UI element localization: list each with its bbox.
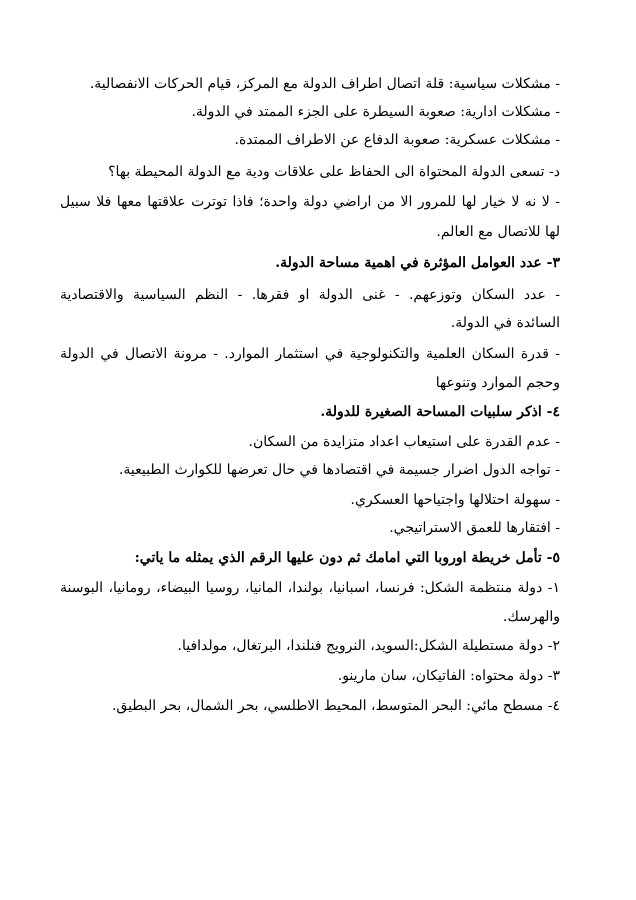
text-line: - لا نه لا خيار لها للمرور الا من اراضي دولة واحدة؛ فاذا توترت علاقتها معها فلا سبيل [60,194,560,210]
text-line: - مشكلات ادارية: صعوبة السيطرة على الجزء الممتد في الدولة. [191,104,560,120]
text-line: - سهولة احتلالها واجتياحها العسكري. [350,492,560,508]
section-heading: ٣- عدد العوامل المؤثرة في اهمية مساحة الدولة. [275,255,560,271]
text-line: ١- دولة منتظمة الشكل: فرنسا، اسبانيا، بولندا، المانيا، روسيا البيضاء، رومانيا، البوسنة [60,580,560,596]
text-line: - قدرة السكان العلمية والتكنولوجية في استثمار الموارد. - مرونة الاتصال في الدولة [60,346,560,362]
section-heading: ٥- تأمل خريطة اوروبا التي امامك ثم دون عليها الرقم الذي يمثله ما ياتي: [134,550,560,566]
text-line: - مشكلات عسكرية: صعوبة الدفاع عن الاطراف الممتدة. [234,132,560,148]
text-line: ٤- مسطح مائي: البحر المتوسط، المحيط الاطلسي، بحر الشمال، بحر البطيق. [111,698,560,714]
text-line: - عدم القدرة على استيعاب اعداد متزايدة من السكان. [248,434,560,450]
text-line: - عدد السكان وتوزعهم. - غنى الدولة او فقرها. - النظم السياسية والاقتصادية [60,287,560,303]
text-line: ٢- دولة مستطيلة الشكل:السويد، النرويج فنلندا، البرتغال، مولدافيا. [177,638,560,654]
text-line: وحجم الموارد وتنوعها [435,375,560,391]
text-line: لها للاتصال مع العالم. [436,224,560,240]
text-line: السائدة في الدولة. [450,315,560,331]
text-line: - تواجه الدول اضرار جسيمة في اقتصادها في حال تعرضها للكوارث الطبيعية. [118,462,560,478]
text-line: د- تسعى الدولة المحتواة الى الحفاظ على علاقات ودية مع الدولة المحيطة بها؟ [108,164,560,180]
section-heading: ٤- اذكر سلبيات المساحة الصغيرة للدولة. [320,404,560,420]
text-line: - مشكلات سياسية: قلة اتصال اطراف الدولة مع المركز، قيام الحركات الانفصالية. [89,76,560,92]
text-line: ٣- دولة محتواه: الفاتيكان، سان مارينو. [337,668,560,684]
text-line: - افتقارها للعمق الاستراتيجي. [389,520,560,536]
text-line: والهرسك. [502,609,560,625]
